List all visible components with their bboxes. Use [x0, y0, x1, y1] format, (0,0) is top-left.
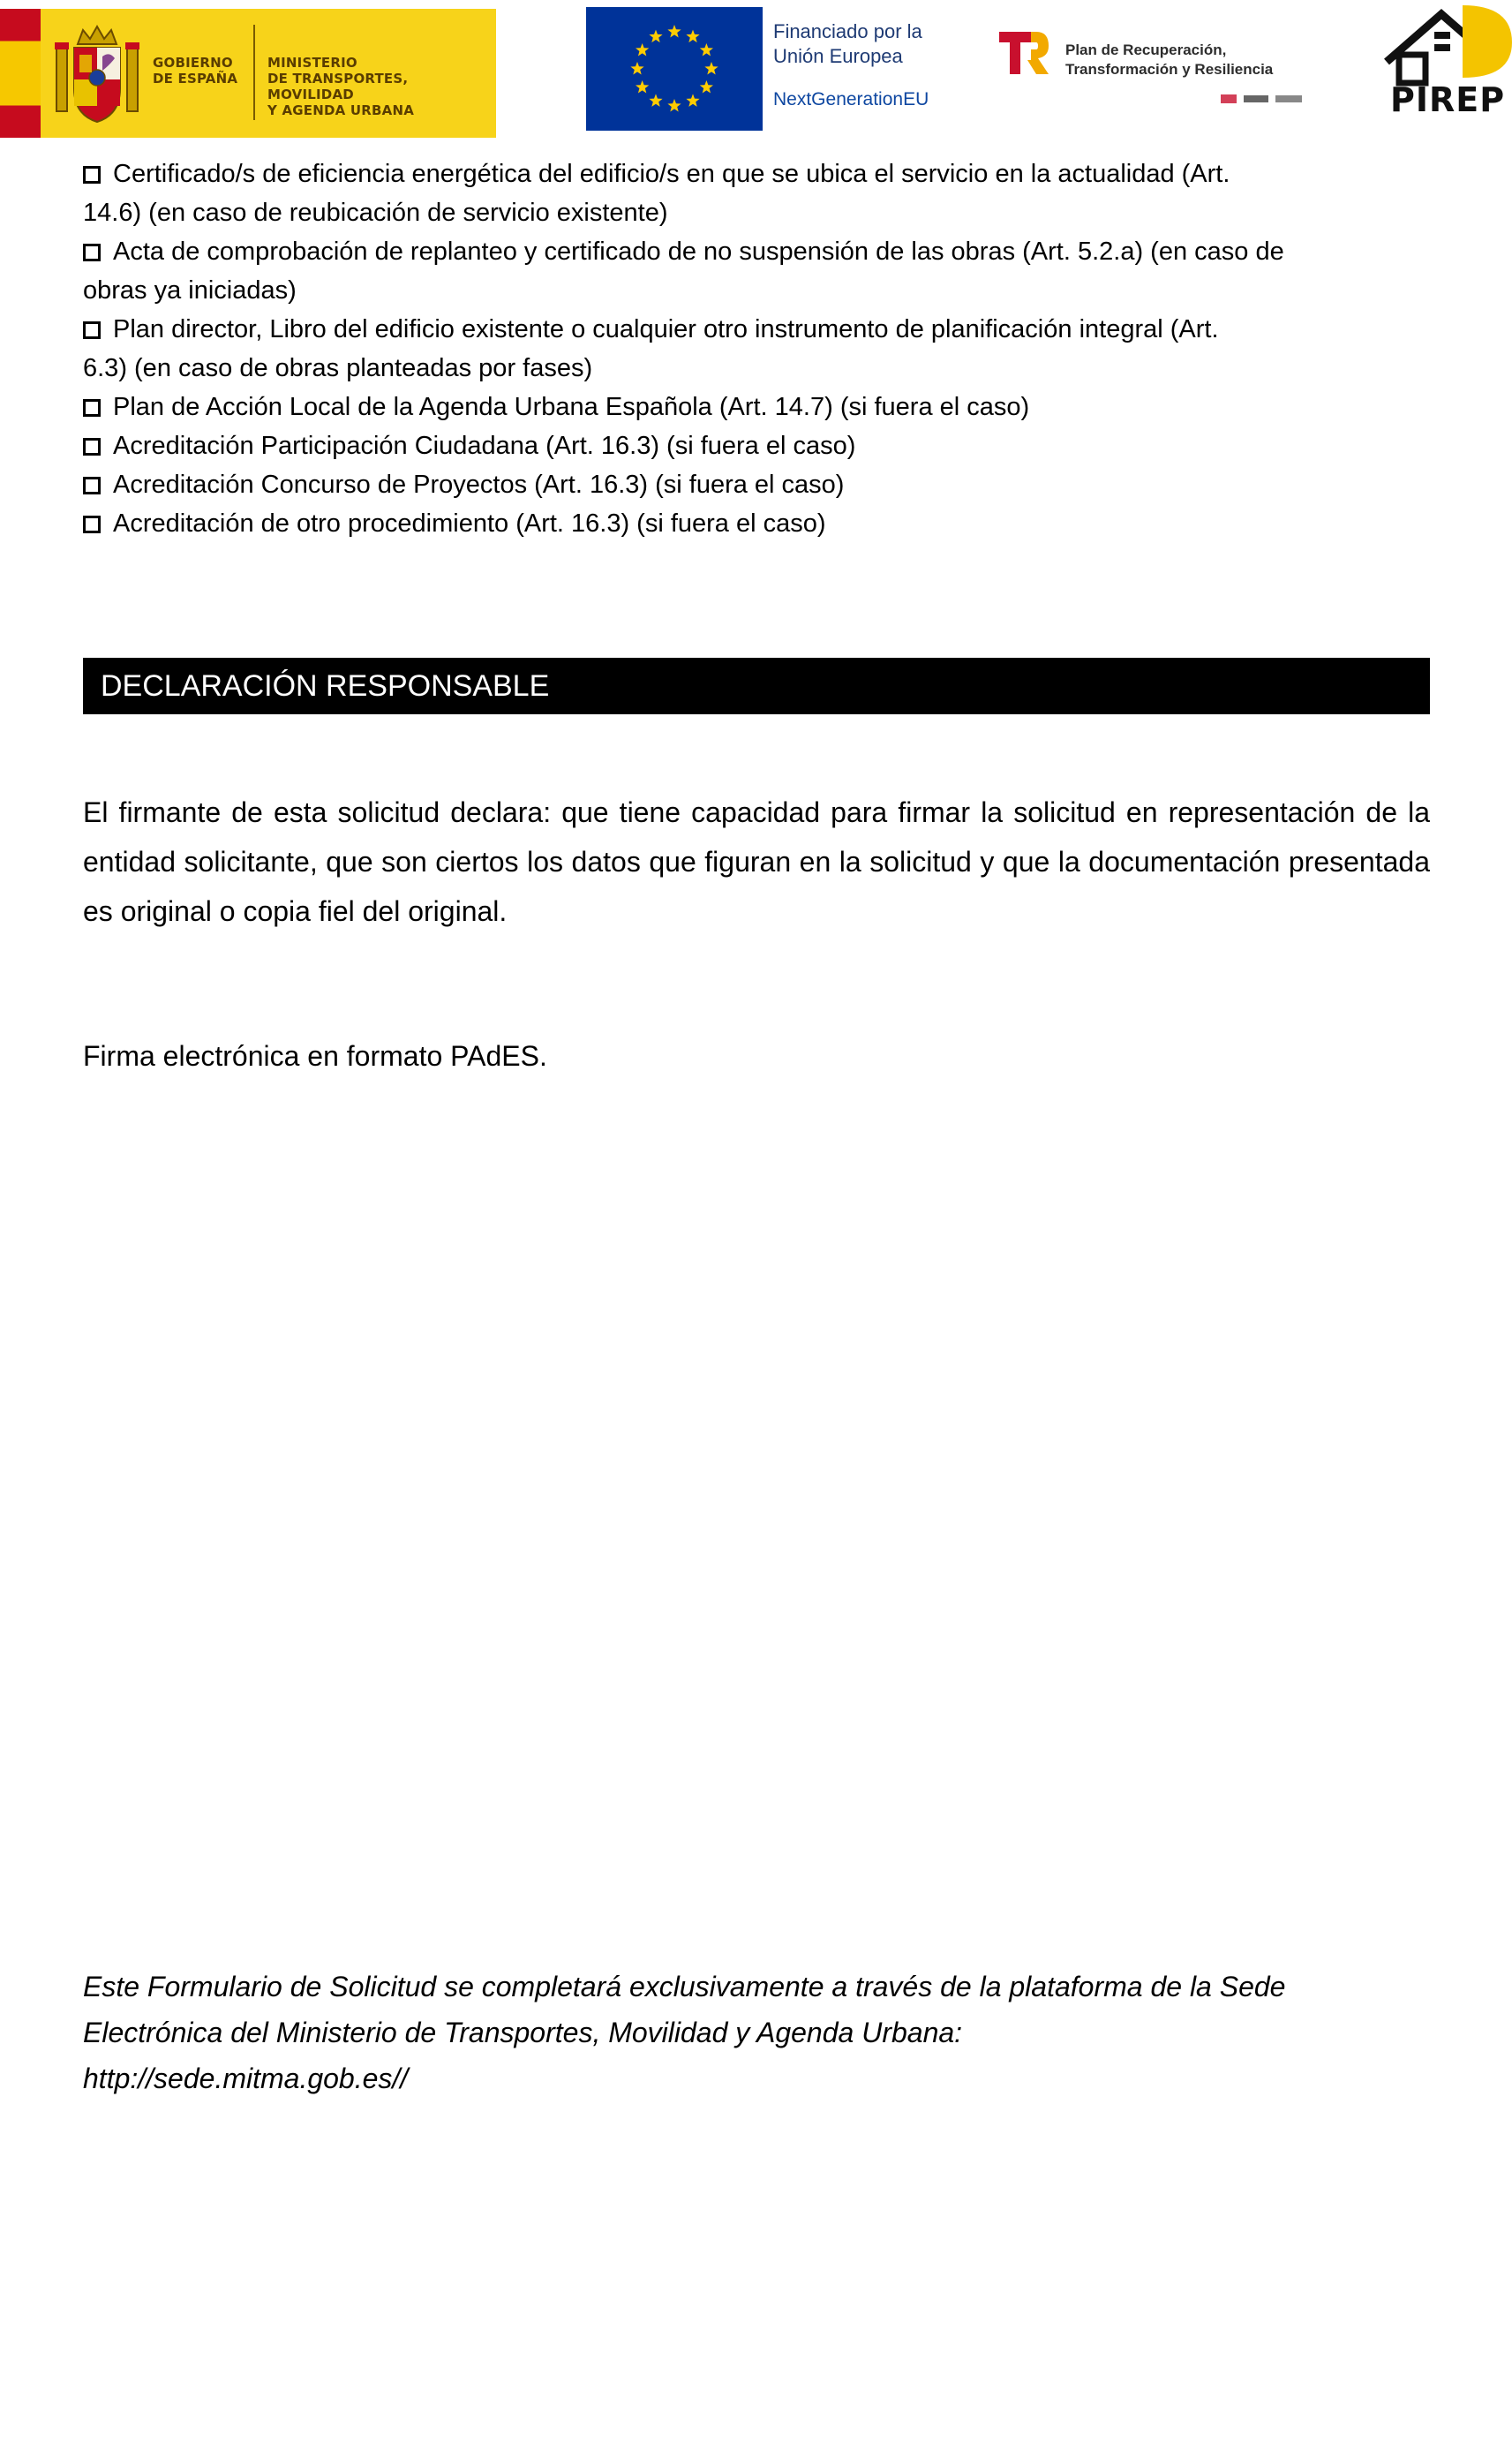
checkbox[interactable]	[83, 477, 101, 494]
eu-star-icon	[704, 62, 718, 74]
footer-note-line2: Electrónica del Ministerio de Transportes, Movilidad y Agenda Urbana:	[83, 2017, 963, 2048]
prtr-title-line2: Transformación y Resiliencia	[1065, 61, 1274, 78]
checkbox[interactable]	[83, 166, 101, 184]
check-item-text: Acta de comprobación de replanteo y certificado de no suspensión de las obras (Art. 5.2.a) (en caso de	[113, 238, 1284, 266]
check-item-text: Acreditación Concurso de Proyectos (Art. 16.3) (si fuera el caso)	[113, 471, 845, 499]
check-item-acta-replanteo	[83, 232, 1429, 310]
eu-star-icon	[686, 30, 699, 42]
check-item-text: Certificado/s de eficiencia energética del edificio/s en que se ubica el servicio en la actualidad (Art.	[113, 160, 1230, 188]
section-title: DECLARACIÓN RESPONSABLE	[101, 669, 550, 703]
prtr-sublogos-icon	[1221, 92, 1302, 106]
check-item-text: Plan director, Libro del edificio existente o cualquier otro instrumento de planificación integral (Art.	[113, 315, 1219, 343]
check-item-plan-director	[83, 310, 1429, 388]
ministerio-text: MINISTERIO DE TRANSPORTES, MOVILIDAD Y AGENDA URBANA	[267, 55, 415, 118]
footer-note-line1: Este Formulario de Solicitud se completará exclusivamente a través de la plataforma de la Sede	[83, 1971, 1286, 2002]
checkbox[interactable]	[83, 516, 101, 533]
check-item-participacion-ciudadana	[83, 426, 1429, 465]
eu-funded-text: Financiado por la	[773, 20, 922, 42]
checkbox[interactable]	[83, 321, 101, 339]
eu-flag-logo	[586, 7, 763, 131]
section-header-bar	[83, 658, 1430, 714]
eu-star-icon	[686, 94, 699, 106]
eu-star-icon	[667, 25, 681, 37]
pirep-text: PIREP	[1390, 80, 1506, 119]
eu-star-icon	[700, 80, 713, 93]
eu-star-icon	[636, 43, 649, 56]
eu-star-icon	[667, 99, 681, 111]
check-item-eficiencia-energetica	[83, 155, 1429, 232]
prtr-title-line1: Plan de Recuperación,	[1065, 41, 1227, 58]
checkbox[interactable]	[83, 244, 101, 261]
eu-star-icon	[649, 94, 662, 106]
check-item-text: Plan de Acción Local de la Agenda Urbana Española (Art. 14.7) (si fuera el caso)	[113, 393, 1030, 421]
eu-union-text: Unión Europea	[773, 45, 903, 67]
documentation-checklist	[83, 155, 1429, 543]
footer-note	[83, 1964, 1430, 2101]
checkbox[interactable]	[83, 438, 101, 456]
eu-star-icon	[630, 62, 643, 74]
eu-star-icon	[636, 80, 649, 93]
sede-url-link[interactable]: http://sede.mitma.gob.es//	[83, 2063, 409, 2094]
check-item-concurso-proyectos	[83, 465, 1429, 504]
check-item-text-cont: 6.3) (en caso de obras planteadas por fases)	[83, 354, 593, 382]
check-item-text: Acreditación de otro procedimiento (Art. 16.3) (si fuera el caso)	[113, 509, 826, 538]
check-item-text-cont: obras ya iniciadas)	[83, 276, 297, 305]
page-header	[0, 0, 1512, 141]
logo-divider	[253, 25, 255, 120]
prtr-logo-icon	[996, 28, 1050, 78]
eu-stars-icon	[586, 7, 763, 131]
spain-flag-strip	[0, 9, 41, 138]
gobierno-espana-text: GOBIERNO DE ESPAÑA	[153, 55, 238, 87]
eu-star-icon	[649, 30, 662, 42]
signature-note: Firma electrónica en formato PAdES.	[83, 1040, 547, 1072]
declaration-paragraph: El firmante de esta solicitud declara: que tiene capacidad para firmar la solicitud en representación de la entidad solicitante, que son ciertos los datos que figuran en la solicitud y que la documentación presentada es original o copia fiel del original.	[83, 796, 1430, 927]
check-item-otro-procedimiento	[83, 504, 1429, 543]
check-item-text: Acreditación Participación Ciudadana (Art. 16.3) (si fuera el caso)	[113, 432, 856, 460]
gobierno-espana-logo	[0, 9, 496, 138]
checkbox[interactable]	[83, 399, 101, 417]
checklist	[83, 155, 1429, 543]
eu-star-icon	[700, 43, 713, 56]
check-item-text-cont: 14.6) (en caso de reubicación de servicio existente)	[83, 199, 668, 227]
check-item-plan-accion-local	[83, 388, 1429, 426]
coat-of-arms-icon	[53, 23, 141, 125]
next-generation-eu-text: NextGenerationEU	[773, 89, 929, 109]
